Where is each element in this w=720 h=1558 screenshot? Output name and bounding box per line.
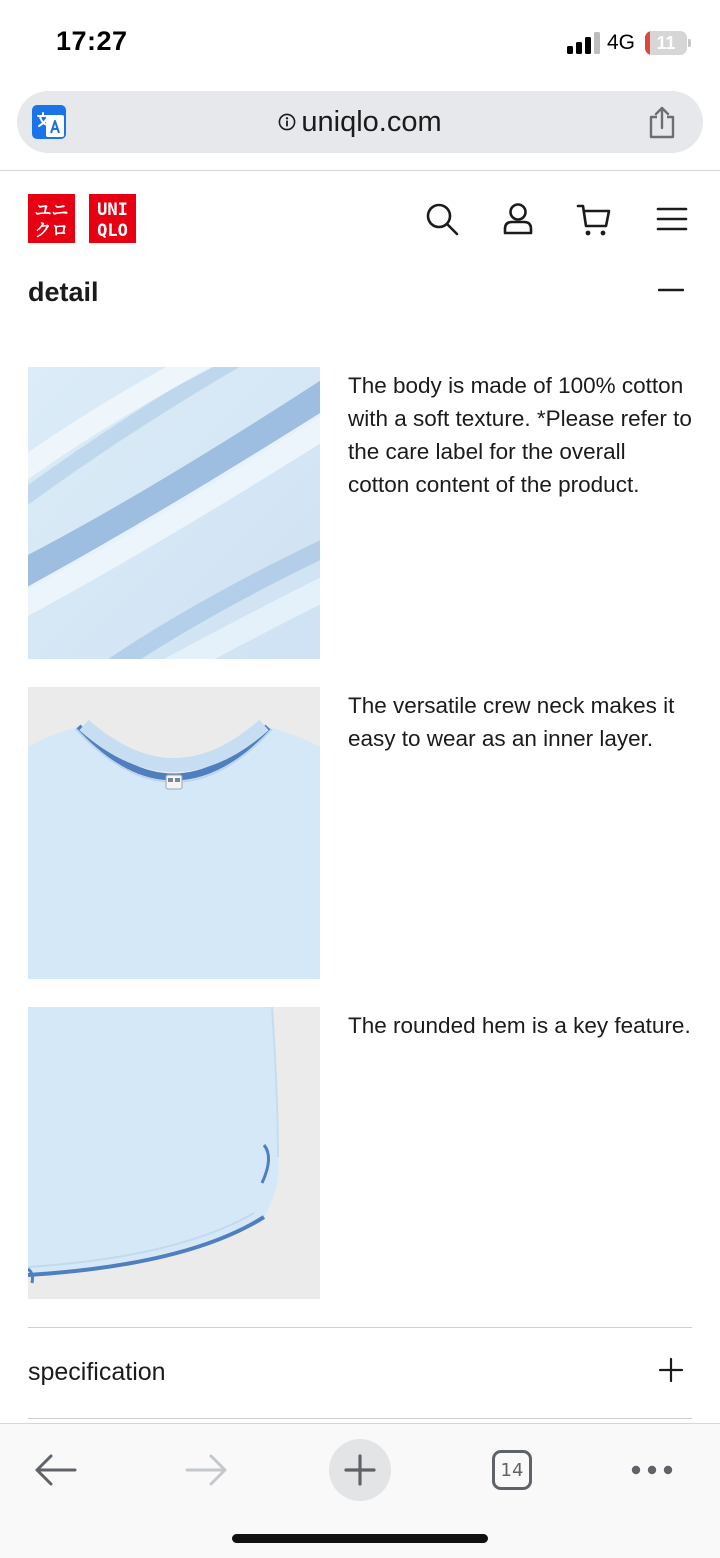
feature-text: The versatile crew neck makes it easy to wear as an inner layer.: [348, 693, 675, 751]
back-icon[interactable]: [33, 1453, 77, 1487]
logo-katakana-top: ユニ: [34, 201, 69, 221]
fabric-texture-image: [28, 367, 320, 659]
tabs-button[interactable]: [490, 1438, 534, 1502]
address-bar[interactable]: [17, 91, 703, 153]
specification-heading[interactable]: specification: [28, 1358, 166, 1386]
status-time: 17:27: [56, 26, 128, 56]
browser-divider: [0, 170, 720, 171]
battery-icon: [645, 31, 691, 55]
status-bar: [0, 0, 720, 86]
cart-icon[interactable]: [576, 200, 612, 238]
new-tab-button[interactable]: [329, 1439, 391, 1501]
plus-icon[interactable]: [658, 1357, 684, 1383]
logo-katakana-bottom: クロ: [34, 221, 69, 241]
feature-text: The body is made of 100% cotton with a soft texture. *Please refer to the care label for the overall cotton content of the product.: [348, 373, 692, 497]
forward-button[interactable]: [180, 1438, 234, 1502]
feature-text: The rounded hem is a key feature.: [348, 1013, 691, 1038]
section-divider: [28, 1327, 692, 1328]
logo-latin-bottom: QLO: [97, 221, 128, 241]
info-icon[interactable]: [278, 113, 296, 131]
rounded-hem-image: [28, 1007, 320, 1299]
feature-item: [28, 687, 692, 979]
minus-icon[interactable]: [658, 280, 684, 300]
share-icon[interactable]: [646, 105, 678, 139]
more-button[interactable]: [628, 1438, 676, 1502]
signal-icon: [567, 32, 601, 54]
uniqlo-logo[interactable]: [28, 194, 136, 243]
tabs-icon[interactable]: [492, 1450, 532, 1490]
more-icon[interactable]: [630, 1464, 674, 1476]
new-tab-icon[interactable]: [343, 1453, 377, 1487]
search-icon[interactable]: [424, 200, 460, 238]
network-label: 4G: [607, 31, 636, 54]
logo-latin-top: UNI: [97, 200, 128, 220]
forward-icon[interactable]: [185, 1453, 229, 1487]
account-icon[interactable]: [500, 200, 536, 238]
feature-item: [28, 367, 692, 659]
menu-icon[interactable]: [654, 200, 690, 238]
battery-level: 11: [656, 33, 676, 53]
browser-toolbar: [0, 1423, 720, 1558]
tab-count: 14: [500, 1459, 524, 1481]
detail-heading[interactable]: detail: [28, 277, 99, 307]
home-indicator: [232, 1534, 488, 1543]
section-divider: [28, 1418, 692, 1419]
url-text[interactable]: uniqlo.com: [301, 105, 442, 138]
crew-neck-image: [28, 687, 320, 979]
feature-item: [28, 1007, 692, 1299]
back-button[interactable]: [28, 1438, 82, 1502]
